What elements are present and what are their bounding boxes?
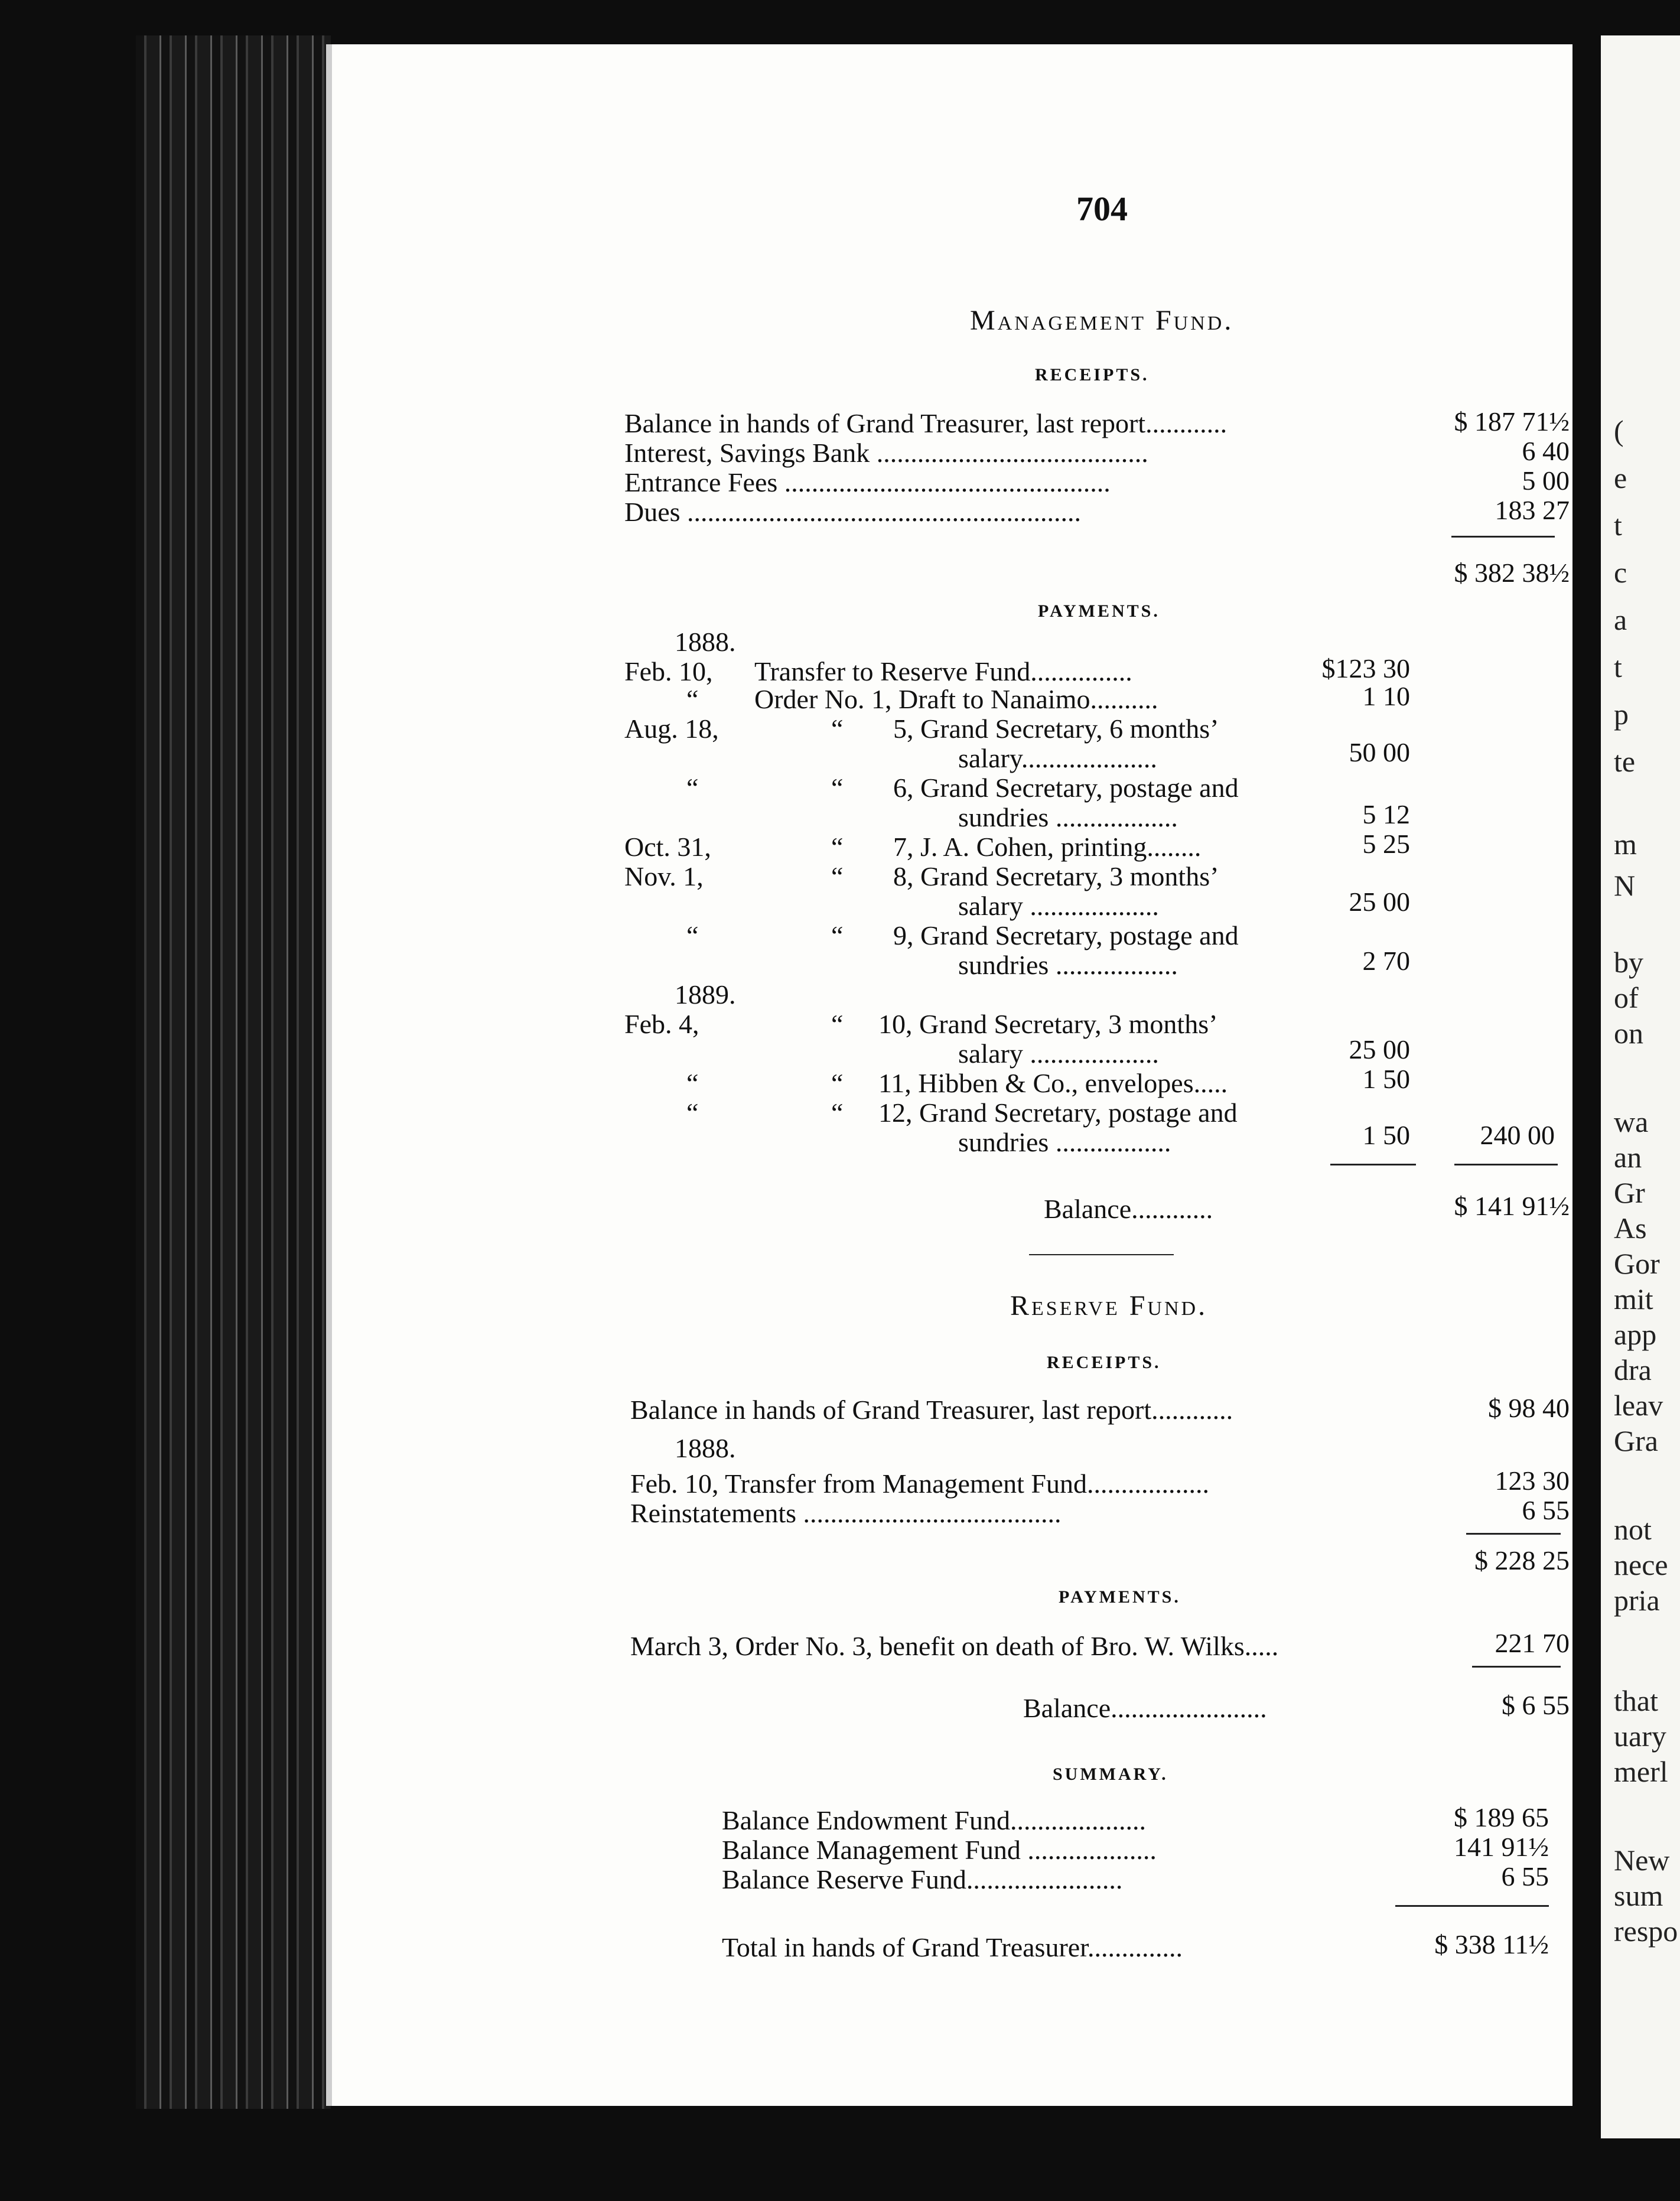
summary-heading: SUMMARY. (1053, 1764, 1168, 1784)
summary-total-amount: $ 338 11½ (1434, 1929, 1549, 1959)
facing-page (1601, 35, 1680, 2138)
ditto-mark: “ (686, 1068, 699, 1098)
payment-text-cont: sundries .................. (958, 802, 1178, 832)
management-fund-title: Management Fund. (970, 305, 1234, 336)
reserve-balance-label: Balance....................... (1023, 1693, 1267, 1723)
facing-fragment: sum (1614, 1879, 1663, 1912)
management-receipts-total: $ 382 38½ (1454, 558, 1570, 588)
payment-text: 12, Grand Secretary, postage and (878, 1098, 1238, 1128)
total-rule (1472, 1666, 1561, 1668)
reserve-payment-line: March 3, Order No. 3, benefit on death of Bro. W. Wilks..... (630, 1631, 1279, 1661)
ditto-mark: “ (686, 773, 699, 803)
reserve-fund-title: Reserve Fund. (1010, 1290, 1208, 1321)
facing-fragment: of (1614, 981, 1639, 1014)
ditto-mark: “ (831, 773, 844, 803)
facing-fragment: m (1614, 828, 1637, 861)
facing-fragment: N (1614, 869, 1636, 902)
payment-text: 5, Grand Secretary, 6 months’ (893, 714, 1219, 744)
facing-fragment: t (1614, 650, 1622, 683)
payment-amount: 25 00 (1349, 1034, 1410, 1064)
reserve-receipt-amount: 6 55 (1522, 1495, 1570, 1525)
facing-fragment: nece (1614, 1548, 1668, 1581)
payment-text: 7, J. A. Cohen, printing........ (893, 832, 1202, 862)
facing-fragment: wa (1614, 1105, 1649, 1138)
reserve-receipt-amount: 123 30 (1495, 1466, 1570, 1496)
reserve-balance-amount: $ 6 55 (1502, 1690, 1570, 1720)
reserve-payment-amount: 221 70 (1495, 1628, 1570, 1658)
payment-text: 9, Grand Secretary, postage and (893, 920, 1239, 950)
payment-text-cont: salary ................... (958, 1038, 1159, 1069)
facing-fragment: on (1614, 1017, 1643, 1050)
facing-fragment: Gor (1614, 1247, 1660, 1280)
year-label: 1889. (675, 979, 736, 1010)
facing-fragment: merl (1614, 1755, 1668, 1788)
facing-fragment: leav (1614, 1389, 1663, 1422)
payment-amount: $123 30 (1321, 653, 1410, 683)
payment-amount: 50 00 (1349, 737, 1410, 767)
summary-line: Balance Reserve Fund....................... (722, 1864, 1123, 1894)
receipt-line: Balance in hands of Grand Treasurer, last report............ (624, 408, 1228, 438)
payment-date: Feb. 4, (624, 1009, 699, 1039)
payment-text: 8, Grand Secretary, 3 months’ (893, 861, 1219, 891)
ditto-mark: “ (831, 832, 844, 862)
summary-amount: $ 189 65 (1454, 1802, 1549, 1832)
facing-fragment: t (1614, 509, 1622, 542)
facing-fragment: te (1614, 745, 1636, 778)
total-rule (1395, 1905, 1549, 1907)
receipt-amount: 6 40 (1522, 436, 1570, 466)
facing-fragment: dra (1614, 1353, 1652, 1386)
facing-fragment: p (1614, 698, 1629, 731)
facing-fragment: an (1614, 1141, 1642, 1174)
year-label: 1888. (675, 1433, 736, 1463)
facing-fragment: respo (1614, 1915, 1678, 1948)
reserve-receipt-line: Balance in hands of Grand Treasurer, last report............ (630, 1395, 1233, 1425)
summary-amount: 141 91½ (1454, 1832, 1549, 1862)
payment-text-cont: sundries .................. (958, 950, 1178, 980)
ditto-mark: “ (831, 1009, 844, 1039)
payment-date: Nov. 1, (624, 861, 704, 891)
payment-text-cont: sundries ................. (958, 1127, 1171, 1157)
ditto-mark: “ (831, 920, 844, 950)
payment-text-cont: salary.................... (958, 743, 1157, 773)
ditto-mark: “ (831, 1068, 844, 1098)
facing-fragment: ( (1614, 414, 1624, 447)
management-payments-heading: PAYMENTS. (1038, 601, 1160, 621)
summary-line: Balance Endowment Fund.................... (722, 1805, 1147, 1835)
receipt-amount: $ 187 71½ (1454, 406, 1570, 437)
payment-text: Order No. 1, Draft to Nanaimo.......... (754, 684, 1158, 714)
total-rule (1466, 1533, 1561, 1535)
payment-amount: 5 25 (1362, 829, 1410, 859)
facing-fragment: c (1614, 556, 1627, 589)
payments-total: 240 00 (1480, 1120, 1555, 1150)
facing-fragment: app (1614, 1318, 1657, 1351)
facing-fragment: not (1614, 1513, 1652, 1546)
receipt-amount: 183 27 (1495, 495, 1570, 525)
summary-amount: 6 55 (1501, 1861, 1549, 1891)
total-rule (1454, 1164, 1558, 1165)
payment-text: 11, Hibben & Co., envelopes..... (878, 1068, 1228, 1098)
receipt-line: Dues .......................................................... (624, 497, 1082, 527)
payment-text: 6, Grand Secretary, postage and (893, 773, 1239, 803)
payment-amount: 1 50 (1362, 1064, 1410, 1094)
ditto-mark: “ (831, 714, 844, 744)
summary-total-label: Total in hands of Grand Treasurer.............. (722, 1932, 1183, 1962)
receipt-line: Interest, Savings Bank ........................................ (624, 438, 1148, 468)
facing-fragment: Gr (1614, 1176, 1645, 1209)
management-balance-label: Balance............ (1044, 1194, 1213, 1224)
page-number: 704 (1076, 190, 1128, 228)
facing-fragment: New (1614, 1844, 1670, 1877)
facing-fragment: that (1614, 1684, 1658, 1717)
ditto-mark: “ (686, 920, 699, 950)
ditto-mark: “ (831, 861, 844, 891)
reserve-receipts-total: $ 228 25 (1474, 1545, 1570, 1575)
reserve-receipt-line: Feb. 10, Transfer from Management Fund.................. (630, 1469, 1209, 1499)
facing-fragment: Gra (1614, 1424, 1658, 1457)
receipt-amount: 5 00 (1522, 465, 1570, 496)
ledger-page (326, 44, 1572, 2106)
receipt-line: Entrance Fees ................................................ (624, 467, 1111, 497)
facing-fragment: pria (1614, 1584, 1660, 1617)
payment-amount: 1 50 (1362, 1120, 1410, 1150)
payment-amount: 1 10 (1362, 681, 1410, 711)
total-rule (1451, 536, 1555, 538)
facing-fragment: a (1614, 603, 1627, 636)
facing-fragment: e (1614, 461, 1627, 494)
payment-text-cont: salary ................... (958, 891, 1159, 921)
facing-fragment: uary (1614, 1720, 1666, 1753)
payment-amount: 25 00 (1349, 887, 1410, 917)
summary-line: Balance Management Fund ................... (722, 1835, 1157, 1865)
payment-text: 10, Grand Secretary, 3 months’ (878, 1009, 1218, 1039)
section-divider (1029, 1254, 1174, 1255)
reserve-receipt-line: Reinstatements ...................................... (630, 1498, 1062, 1528)
facing-fragment: by (1614, 946, 1643, 979)
payment-date: Aug. 18, (624, 714, 719, 744)
payment-date: Oct. 31, (624, 832, 711, 862)
book-page-edges (136, 35, 331, 2109)
year-label: 1888. (675, 627, 736, 657)
facing-fragment: As (1614, 1212, 1647, 1245)
ditto-mark: “ (686, 1098, 699, 1128)
ditto-mark: “ (831, 1098, 844, 1128)
reserve-receipt-amount: $ 98 40 (1488, 1393, 1570, 1423)
payment-text: Transfer to Reserve Fund............... (754, 656, 1132, 686)
reserve-receipts-heading: RECEIPTS. (1047, 1353, 1161, 1372)
payment-amount: 2 70 (1362, 946, 1410, 976)
total-rule (1330, 1164, 1416, 1165)
facing-fragment: mit (1614, 1282, 1653, 1316)
management-receipts-heading: RECEIPTS. (1035, 365, 1150, 385)
ditto-mark: “ (686, 684, 699, 714)
payment-amount: 5 12 (1362, 799, 1410, 829)
payment-date: Feb. 10, (624, 656, 713, 686)
reserve-payments-heading: PAYMENTS. (1059, 1587, 1181, 1607)
management-balance-amount: $ 141 91½ (1454, 1191, 1570, 1221)
